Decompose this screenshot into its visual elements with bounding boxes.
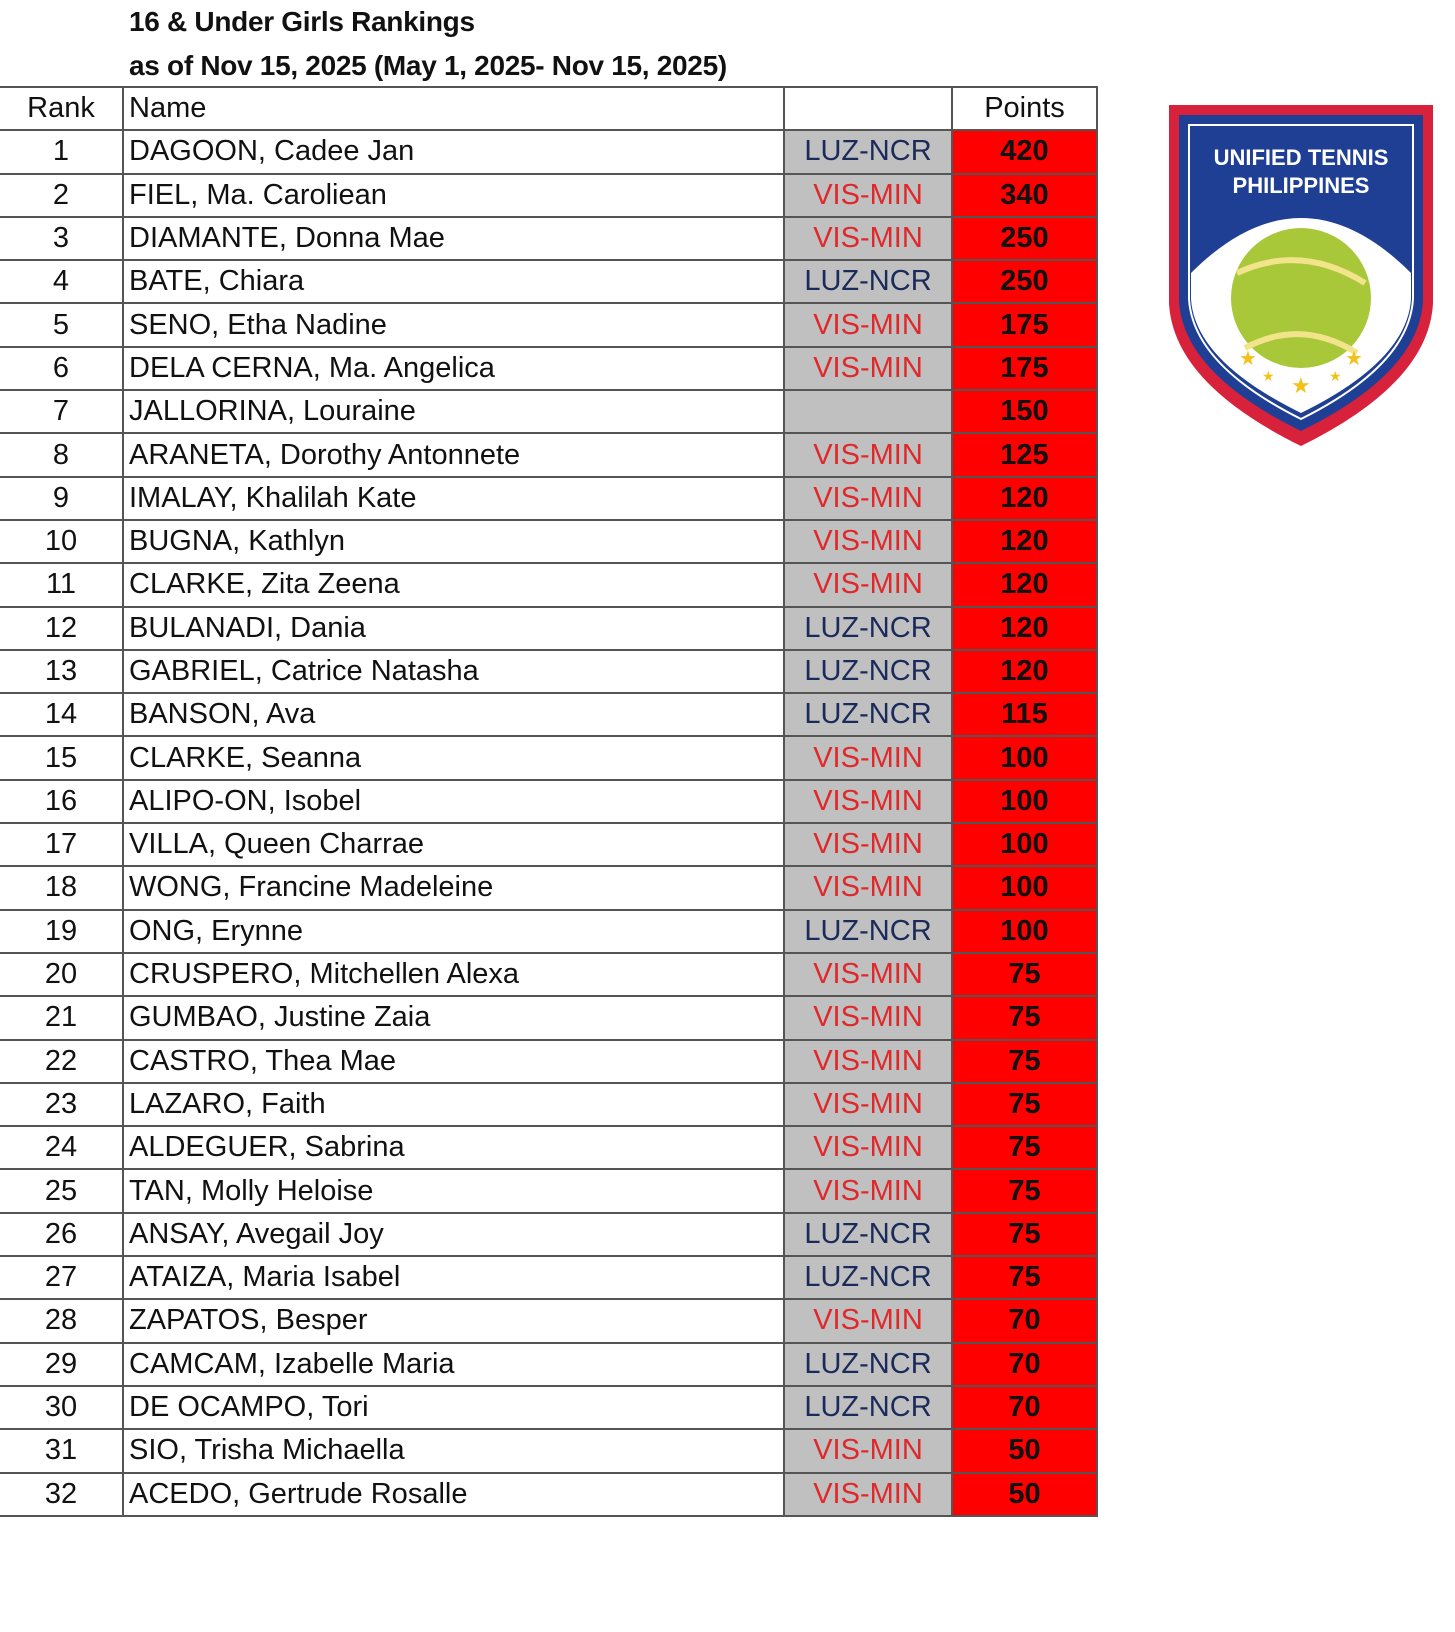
region-cell: LUZ-NCR <box>784 650 952 693</box>
svg-text:★: ★ <box>1329 368 1342 384</box>
table-header-row <box>0 87 1097 130</box>
table-row <box>0 433 1097 476</box>
name-cell: ARANETA, Dorothy Antonnete <box>123 433 784 476</box>
svg-text:PHILIPPINES: PHILIPPINES <box>1232 173 1370 198</box>
rank-cell: 28 <box>0 1299 123 1342</box>
rank-cell: 31 <box>0 1429 123 1472</box>
points-cell: 120 <box>952 477 1097 520</box>
region-cell: LUZ-NCR <box>784 607 952 650</box>
rank-cell: 23 <box>0 1083 123 1126</box>
rank-cell: 24 <box>0 1126 123 1169</box>
region-cell: VIS-MIN <box>784 303 952 346</box>
header-region <box>784 87 952 130</box>
name-cell: CAMCAM, Izabelle Maria <box>123 1343 784 1386</box>
points-cell: 120 <box>952 520 1097 563</box>
name-cell: ALDEGUER, Sabrina <box>123 1126 784 1169</box>
table-row <box>0 130 1097 173</box>
table-row <box>0 823 1097 866</box>
rank-cell: 21 <box>0 996 123 1039</box>
rank-cell: 30 <box>0 1386 123 1429</box>
points-cell: 75 <box>952 953 1097 996</box>
name-cell: CRUSPERO, Mitchellen Alexa <box>123 953 784 996</box>
region-cell: VIS-MIN <box>784 1040 952 1083</box>
region-cell: LUZ-NCR <box>784 1256 952 1299</box>
rank-cell: 2 <box>0 174 123 217</box>
table-row <box>0 520 1097 563</box>
table-row <box>0 650 1097 693</box>
region-cell: VIS-MIN <box>784 520 952 563</box>
points-cell: 120 <box>952 563 1097 606</box>
svg-text:★: ★ <box>1262 368 1275 384</box>
name-cell: ACEDO, Gertrude Rosalle <box>123 1473 784 1516</box>
region-cell: VIS-MIN <box>784 347 952 390</box>
name-cell: GABRIEL, Catrice Natasha <box>123 650 784 693</box>
points-cell: 120 <box>952 607 1097 650</box>
table-row <box>0 780 1097 823</box>
rank-cell: 20 <box>0 953 123 996</box>
rank-cell: 7 <box>0 390 123 433</box>
rank-cell: 22 <box>0 1040 123 1083</box>
rank-cell: 10 <box>0 520 123 563</box>
table-row <box>0 1126 1097 1169</box>
name-cell: BUGNA, Kathlyn <box>123 520 784 563</box>
rank-cell: 13 <box>0 650 123 693</box>
name-cell: FIEL, Ma. Caroliean <box>123 174 784 217</box>
rank-cell: 27 <box>0 1256 123 1299</box>
region-cell: VIS-MIN <box>784 823 952 866</box>
region-cell: VIS-MIN <box>784 477 952 520</box>
rank-cell: 11 <box>0 563 123 606</box>
name-cell: VILLA, Queen Charrae <box>123 823 784 866</box>
points-cell: 175 <box>952 303 1097 346</box>
table-row <box>0 563 1097 606</box>
region-cell: VIS-MIN <box>784 563 952 606</box>
points-cell: 75 <box>952 1213 1097 1256</box>
rank-cell: 1 <box>0 130 123 173</box>
name-cell: ANSAY, Avegail Joy <box>123 1213 784 1256</box>
name-cell: WONG, Francine Madeleine <box>123 866 784 909</box>
points-cell: 250 <box>952 217 1097 260</box>
name-cell: GUMBAO, Justine Zaia <box>123 996 784 1039</box>
points-cell: 250 <box>952 260 1097 303</box>
header-points: Points <box>952 87 1097 130</box>
table-row <box>0 910 1097 953</box>
name-cell: BANSON, Ava <box>123 693 784 736</box>
name-cell: DELA CERNA, Ma. Angelica <box>123 347 784 390</box>
name-cell: CASTRO, Thea Mae <box>123 1040 784 1083</box>
table-row <box>0 217 1097 260</box>
table-row <box>0 1473 1097 1516</box>
region-cell: LUZ-NCR <box>784 1213 952 1256</box>
points-cell: 75 <box>952 1126 1097 1169</box>
points-cell: 100 <box>952 823 1097 866</box>
name-cell: CLARKE, Zita Zeena <box>123 563 784 606</box>
points-cell: 70 <box>952 1343 1097 1386</box>
table-row <box>0 607 1097 650</box>
table-row <box>0 1169 1097 1212</box>
name-cell: ATAIZA, Maria Isabel <box>123 1256 784 1299</box>
table-row <box>0 303 1097 346</box>
region-cell: VIS-MIN <box>784 1473 952 1516</box>
region-cell: VIS-MIN <box>784 1126 952 1169</box>
table-row <box>0 866 1097 909</box>
points-cell: 340 <box>952 174 1097 217</box>
points-cell: 100 <box>952 736 1097 779</box>
region-cell: VIS-MIN <box>784 1429 952 1472</box>
table-row <box>0 953 1097 996</box>
name-cell: IMALAY, Khalilah Kate <box>123 477 784 520</box>
table-row <box>0 1040 1097 1083</box>
rank-cell: 19 <box>0 910 123 953</box>
name-cell: SENO, Etha Nadine <box>123 303 784 346</box>
region-cell: VIS-MIN <box>784 1299 952 1342</box>
rank-cell: 32 <box>0 1473 123 1516</box>
points-cell: 115 <box>952 693 1097 736</box>
name-cell: ZAPATOS, Besper <box>123 1299 784 1342</box>
table-row <box>0 1386 1097 1429</box>
table-row <box>0 1343 1097 1386</box>
svg-text:★: ★ <box>1345 348 1363 370</box>
name-cell: ALIPO-ON, Isobel <box>123 780 784 823</box>
region-cell: VIS-MIN <box>784 1169 952 1212</box>
name-cell: LAZARO, Faith <box>123 1083 784 1126</box>
region-cell: LUZ-NCR <box>784 130 952 173</box>
region-cell: LUZ-NCR <box>784 910 952 953</box>
points-cell: 75 <box>952 1040 1097 1083</box>
points-cell: 420 <box>952 130 1097 173</box>
points-cell: 100 <box>952 780 1097 823</box>
points-cell: 50 <box>952 1429 1097 1472</box>
points-cell: 70 <box>952 1386 1097 1429</box>
name-cell: BULANADI, Dania <box>123 607 784 650</box>
table-row <box>0 693 1097 736</box>
region-cell <box>784 390 952 433</box>
points-cell: 75 <box>952 996 1097 1039</box>
rank-cell: 6 <box>0 347 123 390</box>
region-cell: VIS-MIN <box>784 736 952 779</box>
table-row <box>0 1213 1097 1256</box>
table-row <box>0 1256 1097 1299</box>
header-rank: Rank <box>0 87 123 130</box>
table-row <box>0 1083 1097 1126</box>
region-cell: VIS-MIN <box>784 780 952 823</box>
region-cell: LUZ-NCR <box>784 1343 952 1386</box>
region-cell: LUZ-NCR <box>784 693 952 736</box>
rank-cell: 16 <box>0 780 123 823</box>
rank-cell: 26 <box>0 1213 123 1256</box>
name-cell: JALLORINA, Louraine <box>123 390 784 433</box>
rank-cell: 29 <box>0 1343 123 1386</box>
table-row <box>0 347 1097 390</box>
region-cell: VIS-MIN <box>784 174 952 217</box>
region-cell: VIS-MIN <box>784 996 952 1039</box>
rank-cell: 14 <box>0 693 123 736</box>
rank-cell: 12 <box>0 607 123 650</box>
region-cell: VIS-MIN <box>784 217 952 260</box>
rank-cell: 4 <box>0 260 123 303</box>
points-cell: 70 <box>952 1299 1097 1342</box>
name-cell: CLARKE, Seanna <box>123 736 784 779</box>
points-cell: 125 <box>952 433 1097 476</box>
svg-text:★: ★ <box>1291 373 1311 398</box>
unified-tennis-philippines-logo <box>1167 103 1435 448</box>
name-cell: BATE, Chiara <box>123 260 784 303</box>
points-cell: 50 <box>952 1473 1097 1516</box>
rank-cell: 15 <box>0 736 123 779</box>
table-row <box>0 736 1097 779</box>
table-row <box>0 996 1097 1039</box>
header-name: Name <box>123 87 784 130</box>
name-cell: SIO, Trisha Michaella <box>123 1429 784 1472</box>
table-row <box>0 390 1097 433</box>
region-cell: LUZ-NCR <box>784 1386 952 1429</box>
points-cell: 150 <box>952 390 1097 433</box>
rank-cell: 5 <box>0 303 123 346</box>
table-row <box>0 477 1097 520</box>
region-cell: LUZ-NCR <box>784 260 952 303</box>
points-cell: 100 <box>952 866 1097 909</box>
page-title: 16 & Under Girls Rankings <box>129 6 475 37</box>
name-cell: DE OCAMPO, Tori <box>123 1386 784 1429</box>
name-cell: TAN, Molly Heloise <box>123 1169 784 1212</box>
points-cell: 75 <box>952 1083 1097 1126</box>
region-cell: VIS-MIN <box>784 866 952 909</box>
rank-cell: 9 <box>0 477 123 520</box>
rank-cell: 8 <box>0 433 123 476</box>
region-cell: VIS-MIN <box>784 953 952 996</box>
rank-cell: 3 <box>0 217 123 260</box>
name-cell: DAGOON, Cadee Jan <box>123 130 784 173</box>
svg-text:★: ★ <box>1239 348 1257 370</box>
table-row <box>0 1299 1097 1342</box>
points-cell: 75 <box>952 1169 1097 1212</box>
rank-cell: 18 <box>0 866 123 909</box>
points-cell: 175 <box>952 347 1097 390</box>
table-row <box>0 174 1097 217</box>
page-subtitle: as of Nov 15, 2025 (May 1, 2025- Nov 15, 2025) <box>129 50 727 81</box>
points-cell: 120 <box>952 650 1097 693</box>
region-cell: VIS-MIN <box>784 1083 952 1126</box>
rankings-table <box>0 86 1098 1517</box>
rank-cell: 25 <box>0 1169 123 1212</box>
table-row <box>0 1429 1097 1472</box>
name-cell: ONG, Erynne <box>123 910 784 953</box>
table-row <box>0 260 1097 303</box>
region-cell: VIS-MIN <box>784 433 952 476</box>
points-cell: 75 <box>952 1256 1097 1299</box>
points-cell: 100 <box>952 910 1097 953</box>
svg-text:UNIFIED TENNIS: UNIFIED TENNIS <box>1213 145 1389 170</box>
name-cell: DIAMANTE, Donna Mae <box>123 217 784 260</box>
rank-cell: 17 <box>0 823 123 866</box>
